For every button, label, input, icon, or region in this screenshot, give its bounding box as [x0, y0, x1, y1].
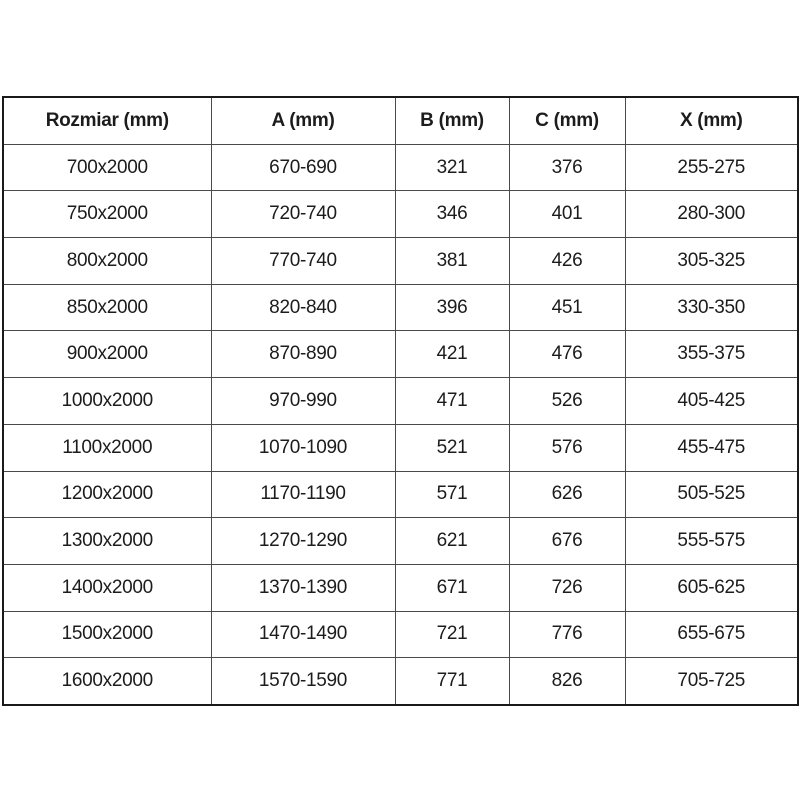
table-cell: 421 [395, 331, 509, 378]
table-cell: 670-690 [211, 144, 395, 191]
table-row [3, 144, 798, 191]
table-row [3, 424, 798, 471]
table-cell: 1570-1590 [211, 658, 395, 705]
table-cell: 770-740 [211, 238, 395, 285]
table-cell: 405-425 [625, 378, 798, 425]
header-cell-a: A (mm) [211, 97, 395, 144]
table-cell: 776 [509, 611, 625, 658]
table-row [3, 238, 798, 285]
table-cell: 655-675 [625, 611, 798, 658]
table-cell: 1200x2000 [3, 471, 211, 518]
table-row [3, 331, 798, 378]
table-cell: 626 [509, 471, 625, 518]
table-cell: 1070-1090 [211, 424, 395, 471]
table-cell: 1170-1190 [211, 471, 395, 518]
table-cell: 900x2000 [3, 331, 211, 378]
header-cell-b: B (mm) [395, 97, 509, 144]
table-cell: 671 [395, 564, 509, 611]
table-cell: 505-525 [625, 471, 798, 518]
table-cell: 970-990 [211, 378, 395, 425]
table-cell: 571 [395, 471, 509, 518]
table-row [3, 378, 798, 425]
table-cell: 381 [395, 238, 509, 285]
table-cell: 521 [395, 424, 509, 471]
table-cell: 346 [395, 191, 509, 238]
table-cell: 476 [509, 331, 625, 378]
table-cell: 621 [395, 518, 509, 565]
header-cell-rozmiar: Rozmiar (mm) [3, 97, 211, 144]
table-cell: 720-740 [211, 191, 395, 238]
table-cell: 1600x2000 [3, 658, 211, 705]
table-cell: 820-840 [211, 284, 395, 331]
table-cell: 401 [509, 191, 625, 238]
table-row [3, 518, 798, 565]
table-cell: 1100x2000 [3, 424, 211, 471]
table-cell: 305-325 [625, 238, 798, 285]
table-cell: 576 [509, 424, 625, 471]
table-cell: 826 [509, 658, 625, 705]
table-cell: 1300x2000 [3, 518, 211, 565]
table-cell: 330-350 [625, 284, 798, 331]
table-cell: 1270-1290 [211, 518, 395, 565]
table-row [3, 564, 798, 611]
table-row [3, 284, 798, 331]
table-row [3, 471, 798, 518]
table-cell: 800x2000 [3, 238, 211, 285]
table-cell: 280-300 [625, 191, 798, 238]
table-cell: 1470-1490 [211, 611, 395, 658]
table-cell: 471 [395, 378, 509, 425]
size-specification-table [2, 96, 799, 706]
table-cell: 526 [509, 378, 625, 425]
table-cell: 1500x2000 [3, 611, 211, 658]
table-row [3, 191, 798, 238]
table-cell: 705-725 [625, 658, 798, 705]
table-cell: 255-275 [625, 144, 798, 191]
table-cell: 721 [395, 611, 509, 658]
header-row [3, 97, 798, 144]
table-cell: 396 [395, 284, 509, 331]
table-cell: 455-475 [625, 424, 798, 471]
table-cell: 870-890 [211, 331, 395, 378]
header-cell-x: X (mm) [625, 97, 798, 144]
table-cell: 1370-1390 [211, 564, 395, 611]
table-cell: 726 [509, 564, 625, 611]
table-cell: 1400x2000 [3, 564, 211, 611]
table-cell: 676 [509, 518, 625, 565]
table-cell: 1000x2000 [3, 378, 211, 425]
table-cell: 700x2000 [3, 144, 211, 191]
table-cell: 376 [509, 144, 625, 191]
table-cell: 426 [509, 238, 625, 285]
table-cell: 555-575 [625, 518, 798, 565]
table-row [3, 611, 798, 658]
table-cell: 451 [509, 284, 625, 331]
table-row [3, 658, 798, 705]
table-cell: 355-375 [625, 331, 798, 378]
header-cell-c: C (mm) [509, 97, 625, 144]
table-cell: 750x2000 [3, 191, 211, 238]
table-cell: 771 [395, 658, 509, 705]
table-cell: 321 [395, 144, 509, 191]
table-cell: 605-625 [625, 564, 798, 611]
table-cell: 850x2000 [3, 284, 211, 331]
